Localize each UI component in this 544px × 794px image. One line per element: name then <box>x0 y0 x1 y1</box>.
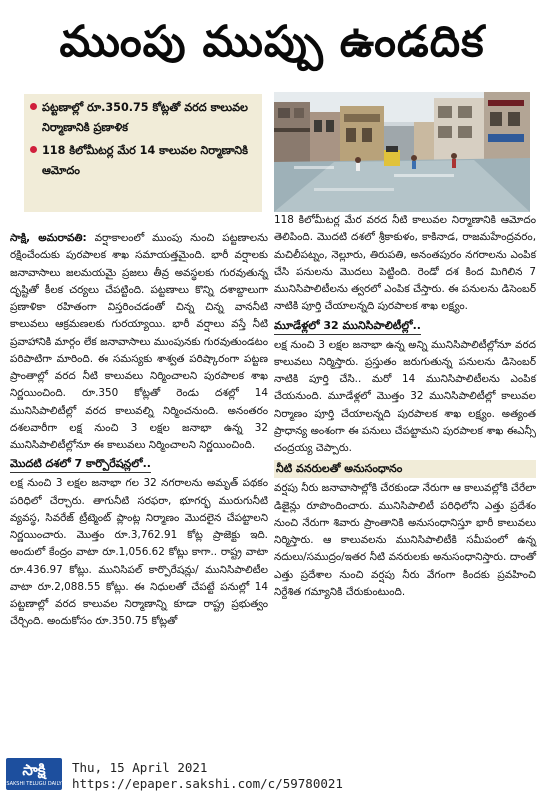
flood-photo-image <box>274 92 530 212</box>
logo-subtext: SAKSHI TELUGU DAILY <box>6 781 62 787</box>
highlight-text: 118 కిలోమీటర్ల మేర 14 కాలువల నిర్మాణానికి ఆమోదం <box>42 144 248 177</box>
article-paragraph: లక్ష నుంచి 3 లక్షల జనాభా గల 32 నగరాలను అమృత్ పథకం పరిధిలో చేర్చారు. తాగునీటి సరఫరా, భూగర్భ మురుగునీటి వ్యవస్థ, సివరేజ్ ట్రీట్మెంట్ ప్లాంట్ల నిర్మాణం మొదలైన చేపట్టాలని నిర్ణయించారు. మొత్తం రూ.3,762.91 కోట్ల ప్రాజెక్టు ఇది. అందులో కేంద్రం వాటా రూ.1,056.62 కోట్లు కాగా.. రాష్ట్ర వాటా రూ.436.97 కోట్లు. మునిసిపల్ కార్పొరేషన్లు/ మునిసిపాలిటీల వాటా రూ.2,088.55 కోట్లు. ఈ నిధులతో చేపట్టే పనుల్లో 14 పట్టణాల్లో వరద కాలువల నిర్మాణాన్ని కూడా రాష్ట్ర ప్రభుత్వం చేర్చింది. అందుకోసం రూ.350.75 కోట్లతో <box>10 477 268 628</box>
sakshi-logo <box>6 758 62 790</box>
flood-photo <box>274 92 530 212</box>
article-paragraph <box>10 230 268 454</box>
article-paragraph: లక్ష నుంచి 3 లక్షల జనాభా ఉన్న అన్ని మునిసిపాలిటీల్లోనూ వరద కాలువలు నిర్మిస్తారు. ప్రస్తుతం జరుగుతున్న పనులను డిసెంబర్ నాటికి పూర్తి చేసి.. మరో 14 మునిసిపాలిటీలను ఎంపిక చేయనుంది. మూడేళ్లలో మొత్తం 32 మునిసిపాలిటీల్లో కాలువల నిర్మాణం పూర్తి చేయాలన్నది పురపాలక శాఖ లక్ష్యం. అత్యంత ప్రాధాన్య అంశంగా ఈ పనులు చేపట్టామని పురపాలక శాఖ ఈఎన్సీ చంద్రయ్య చెప్పారు. <box>274 338 536 454</box>
dateline: సాక్షి, అమరావతి: <box>10 232 87 244</box>
article-paragraph: వర్షపు నీరు జనావాసాల్లోకి చేరకుండా నేరుగా ఆ కాలువల్లోకి చేరేలా డిజైన్లు రూపొందించారు. మునిసిపాలిటీ పరిధిలోని ఎత్తు ప్రదేశం నుంచి నేరుగా శివారు ప్రాంతానికి అనుసంధానిస్తూ భారీ కాలువలు నిర్మిస్తారు. ఆ కాలువలను మునిసిపాలిటీకి సమీపంలో ఉన్న నదులు/సముద్రం/ఇతర నీటి వనరులకు అనుసంధానిస్తారు. దాంతో ఎత్తు ప్రదేశాల నుంచి వర్షపు నీరు వేగంగా కిందకు ప్రవహించి నిర్దేశిత గమ్యానికి చేరుకుంటుంది. <box>274 482 536 598</box>
subheading: మొదటి దశలో 7 కార్పొరేషన్లలో.. <box>10 456 151 473</box>
article-column-right <box>274 212 536 601</box>
paragraph-text: వర్షాకాలంలో ముంపు నుంచి పట్టణాలను రక్షించేందుకు పురపాలక శాఖ సమాయత్తమైంది. భారీ వర్షాలకు జనావాసాలు జలమయమై ప్రజలు తీవ్ర అవస్థలకు గురవుతున్న దృష్టితో కీలక చర్యలు చేపట్టింది. పట్టణాలు కొన్ని దశాబ్దాలుగా ప్రణాళికా రహితంగా విస్తరించడంతో చిన్న చిన్న వాననీటి కాలువలు ఆక్రమణలకు గురయ్యాయి. భారీ వర్షాలు వస్తే నీటి ప్రవాహానికి మార్గం లేక జనావాసాలు ముంపునకు గురవుతుండటం పరిపాటిగా మారింది. ఈ సమస్యకు శాశ్వత పరిష్కారంగా పట్టణ ప్రాంతాల్లో వరద నీటి కాలువలు నిర్మించాలని పురపాలక శాఖ నిర్ణయించింది. రూ.350 కోట్లతో రెండు దశల్లో 14 మునిసిపాలిటీల్లో వరద కాలువల్ని నిర్మించనుంది. అనంతరం దశలవారీగా లక్ష నుంచి 3 లక్షల జనాభా ఉన్న 32 మునిసిపాలిటీల్లోనూ ఈ కాలువలు నిర్మించాలని నిర్ణయించింది. <box>10 232 268 451</box>
source-url[interactable]: https://epaper.sakshi.com/c/59780021 <box>72 776 343 791</box>
logo-text: సాక్షి <box>22 761 46 779</box>
highlight-text: పట్టణాల్లో రూ.350.75 కోట్లతో వరద కాలువల నిర్మాణానికి ప్రణాళిక <box>42 101 248 134</box>
article-paragraph: 118 కిలోమీటర్ల మేర వరద నీటి కాలువల నిర్మాణానికి ఆమోదం తెలిపింది. మొదటి దశలో శ్రీకాకుళం, కాకినాడ, రాజమహేంద్రవరం, మచిలీపట్నం, నెల్లూరు, తిరుపతి, అనంతపురం నగరాలను ఎంపిక చేసి పనులను మొదలు పెట్టింది. రెండో దశ కింద మిగిలిన 7 మునిసిపాలిటీలను త్వరలో ఎంపిక చేస్తారు. ఈ పనులను డిసెంబర్ నాటికి పూర్తి చేయాలన్నది పురపాలక శాఖ లక్ష్యం. <box>274 214 536 313</box>
article-column-left <box>10 230 268 631</box>
headline-banner <box>0 0 544 86</box>
publication-date: Thu, 15 April 2021 <box>72 760 208 775</box>
bullet-icon <box>30 146 37 153</box>
highlight-item <box>32 98 260 138</box>
bullet-icon <box>30 103 37 110</box>
footer <box>0 754 544 794</box>
subheading-highlight: నీటి వనరులతో అనుసంధానం <box>274 460 536 478</box>
headline: ముంపు ముప్పు ఉండదిక <box>59 17 485 67</box>
highlight-item <box>32 141 260 181</box>
subheading: మూడేళ్లలో 32 మునిసిపాలిటీల్లో.. <box>274 318 421 335</box>
highlights-box <box>24 94 262 212</box>
